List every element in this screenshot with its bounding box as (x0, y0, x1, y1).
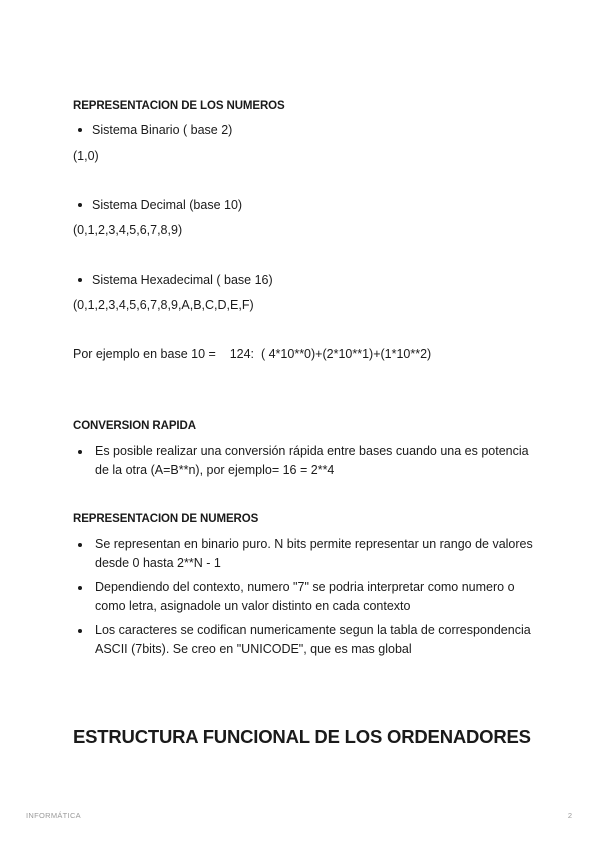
conversion-list (78, 442, 538, 485)
list-item: Es posible realizar una conversión rápida entre bases cuando una es potencia de la otra (A=B**n), por ejemplo= 16 = 2**4 (78, 442, 538, 480)
representation-list (78, 535, 538, 664)
list-item: Se representan en binario puro. N bits permite representar un rango de valores desde 0 hasta 2**N - 1 (78, 535, 538, 573)
base10-example: Por ejemplo en base 10 = 124: ( 4*10**0)+(2*10**1)+(1*10**2) (73, 347, 432, 361)
bullet-icon (78, 128, 82, 132)
hex-digits: (0,1,2,3,4,5,6,7,8,9,A,B,C,D,E,F) (73, 298, 254, 312)
list-item-hexadecimal (78, 271, 273, 290)
footer-label: INFORMÁTICA (26, 811, 81, 820)
list-item-decimal (78, 196, 242, 215)
bullet-icon (78, 203, 82, 207)
section-heading-representacion-de-numeros: REPRESENTACION DE NUMEROS (73, 513, 259, 525)
hex-label: Sistema Hexadecimal ( base 16) (92, 273, 273, 287)
section-heading-conversion-rapida: CONVERSION RAPIDA (73, 420, 196, 432)
list-item-binary (78, 121, 232, 140)
list-item: Los caracteres se codifican numericamente segun la tabla de correspondencia ASCII (7bits). Se creo en "UNICODE", que es mas global (78, 621, 538, 659)
page-title: ESTRUCTURA FUNCIONAL DE LOS ORDENADORES (73, 726, 531, 747)
section-heading-representacion-numeros: REPRESENTACION DE LOS NUMEROS (73, 100, 285, 112)
list-item: Dependiendo del contexto, numero "7" se podria interpretar como numero o como letra, asignadole un valor distinto en cada contexto (78, 578, 538, 616)
decimal-label: Sistema Decimal (base 10) (92, 198, 243, 212)
bullet-icon (78, 278, 82, 282)
decimal-digits: (0,1,2,3,4,5,6,7,8,9) (73, 223, 183, 237)
binary-digits: (1,0) (73, 149, 99, 163)
binary-label: Sistema Binario ( base 2) (92, 123, 233, 137)
page-number: 2 (567, 811, 572, 820)
